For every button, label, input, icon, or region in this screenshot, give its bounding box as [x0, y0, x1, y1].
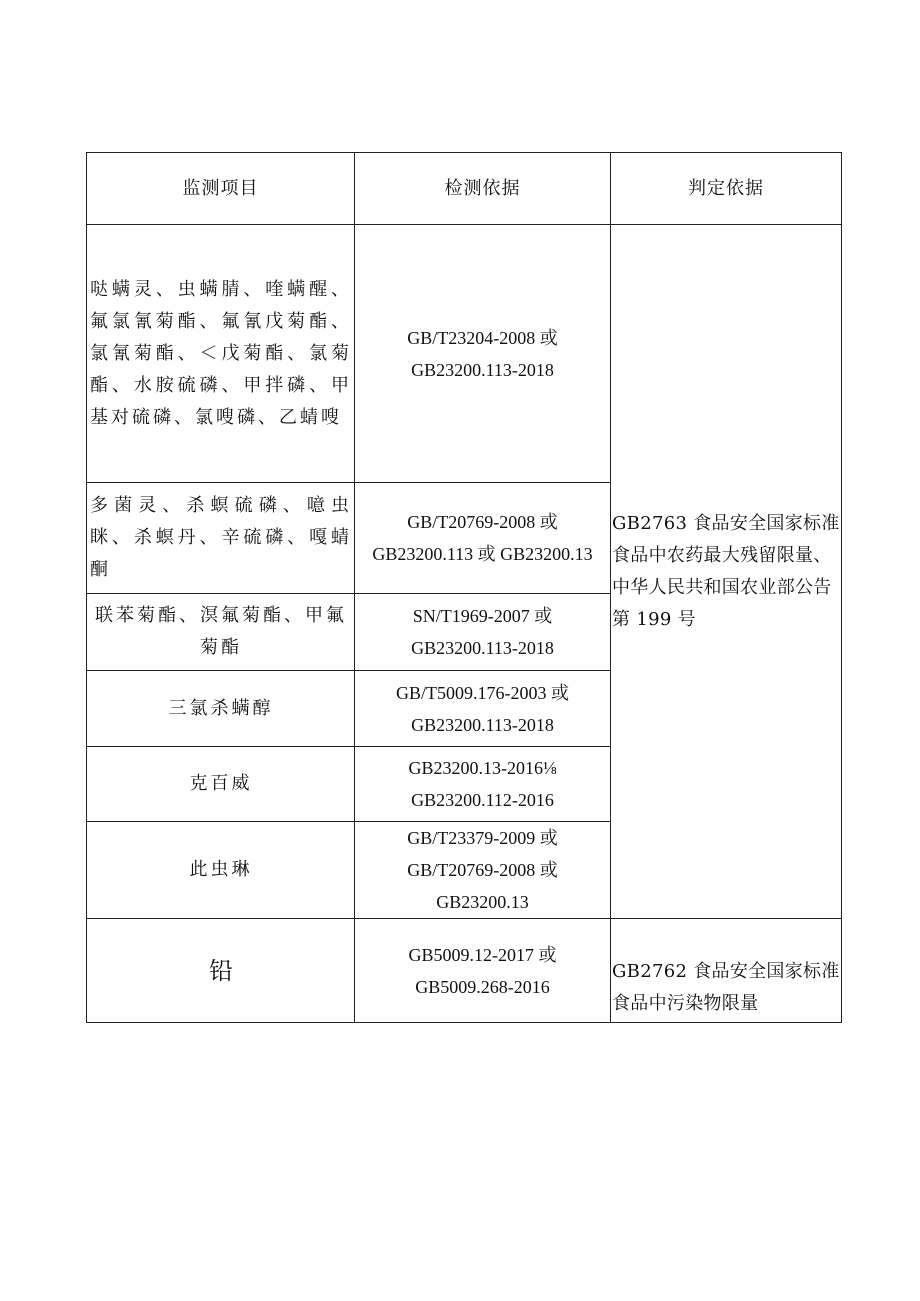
monitoring-item-cell: 三氯杀螨醇: [87, 671, 355, 747]
judgement-line: 第 199 号: [612, 608, 696, 630]
method-line: GB/T23379-2009 或: [407, 828, 558, 848]
method-line: GB23200.112-2016: [411, 790, 554, 810]
judgement-basis-cell: [611, 919, 842, 1023]
table-row: [87, 919, 842, 1023]
method-line: GB23200.113-2018: [411, 638, 554, 658]
method-line: GB23200.13: [436, 892, 529, 912]
method-line: GB5009.12-2017 或: [408, 944, 557, 965]
monitoring-item-cell: 联苯菊酯、溟氟菊酯、甲氟菊酯: [87, 594, 355, 671]
method-line: GB23200.113 或 GB23200.13: [372, 544, 593, 564]
monitoring-item-cell: 克百威: [87, 747, 355, 822]
monitoring-item-cell: 此虫琳: [87, 822, 355, 919]
monitoring-item-cell: 哒螨灵、虫螨腈、喹螨醒、氟氯氰菊酯、氟氰戊菊酯、氯氰菊酯、＜戊菊酯、氯菊酯、水胺硫磷、甲拌磷、甲基对硫磷、氯嗖磷、乙蜻嗖: [87, 225, 355, 483]
judgement-line: 食品中污染物限量: [612, 993, 759, 1014]
test-method-cell: [355, 671, 611, 747]
method-line: SN/T1969-2007 或: [412, 606, 553, 626]
method-line: GB/T20769-2008 或: [407, 860, 558, 880]
test-method-cell: [355, 919, 611, 1023]
table-row: [87, 225, 842, 483]
monitoring-table: [86, 152, 842, 1023]
monitoring-item-cell: 铅: [87, 919, 355, 1023]
method-line: GB23200.113-2018: [411, 714, 554, 735]
test-method-cell: [355, 594, 611, 671]
method-line: GB/T5009.176-2003 或: [396, 682, 569, 703]
test-method-cell: [355, 225, 611, 483]
test-method-cell: [355, 747, 611, 822]
judgement-line: 食品中农药最大残留限量、: [612, 544, 832, 566]
header-row: [87, 153, 842, 225]
method-line: GB23200.13-2016⅛: [408, 758, 557, 778]
judgement-line: 中华人民共和国农业部公告: [612, 576, 832, 598]
method-line: GB/T20769-2008 或: [407, 512, 558, 532]
test-method-cell: [355, 822, 611, 919]
method-line: GB5009.268-2016: [415, 976, 550, 997]
judgement-basis-cell: [611, 225, 842, 919]
monitoring-item-cell: 多菌灵、杀螟硫磷、噫虫眯、杀螟丹、辛硫磷、嘎蜻酮: [87, 483, 355, 594]
method-line: GB/T23204-2008 或: [407, 327, 558, 348]
method-line: GB23200.113-2018: [411, 359, 554, 380]
header-test-method: 检测依据: [355, 153, 611, 225]
judgement-line: GB2763 食品安全国家标准: [612, 512, 840, 534]
test-method-cell: [355, 483, 611, 594]
header-monitoring-item: 监测项目: [87, 153, 355, 225]
header-judgement-basis: 判定依据: [611, 153, 842, 225]
judgement-line: GB2762 食品安全国家标准: [612, 961, 840, 982]
